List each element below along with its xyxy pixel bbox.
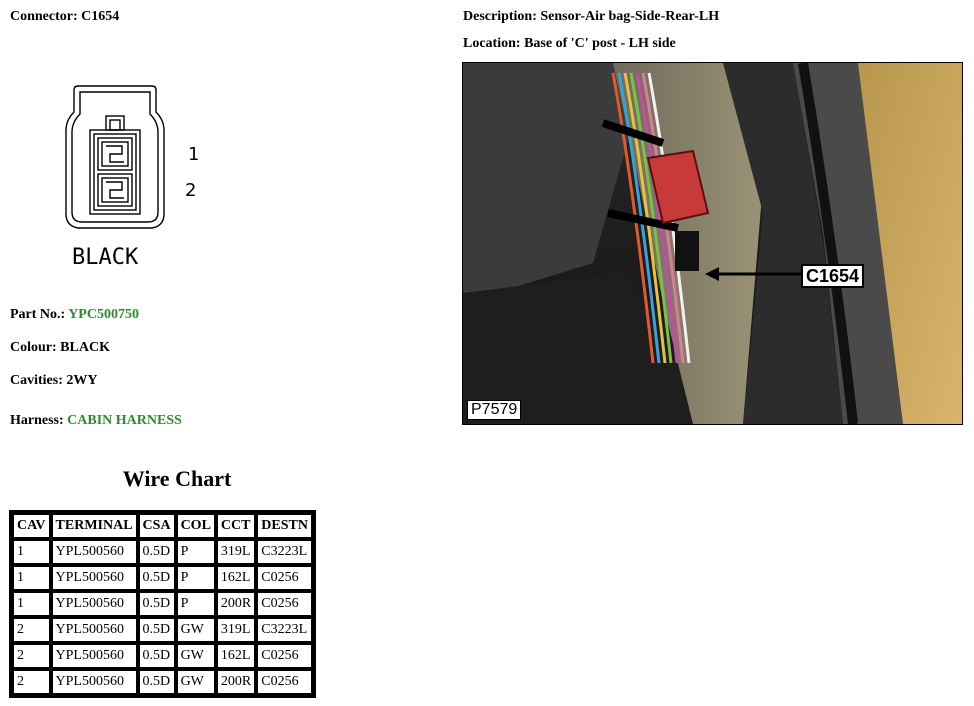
table-row [13, 540, 312, 564]
colour-line [10, 340, 110, 356]
cell-col: P [177, 566, 215, 590]
header-cct: CCT [217, 514, 255, 538]
cell-cav: 2 [13, 618, 50, 642]
photo-scene [463, 63, 962, 424]
part-number-link[interactable]: YPC500750 [68, 307, 139, 322]
cell-destn: C0256 [257, 644, 312, 668]
cell-cav: 2 [13, 644, 50, 668]
cavities-line [10, 373, 98, 389]
cell-cct: 200R [217, 592, 255, 616]
header-cav: CAV [13, 514, 50, 538]
cell-col: P [177, 540, 215, 564]
cell-terminal: YPL500560 [52, 644, 137, 668]
cell-csa: 0.5D [139, 644, 175, 668]
description-line [463, 9, 719, 25]
connector-label: Connector: [10, 9, 78, 24]
cell-destn: C0256 [257, 566, 312, 590]
wire-chart-header-row [13, 514, 312, 538]
cell-cct: 319L [217, 618, 255, 642]
harness-link[interactable]: CABIN HARNESS [67, 413, 182, 428]
cell-csa: 0.5D [139, 670, 175, 694]
connector-face-diagram [60, 82, 210, 272]
location-photo [462, 62, 963, 425]
cell-cct: 319L [217, 540, 255, 564]
description-label: Description: [463, 9, 537, 24]
table-row [13, 566, 312, 590]
connector-value: C1654 [81, 9, 120, 24]
cell-csa: 0.5D [139, 566, 175, 590]
cell-cav: 1 [13, 592, 50, 616]
cell-col: P [177, 592, 215, 616]
cell-col: GW [177, 644, 215, 668]
photo-id-label: P7579 [467, 400, 521, 420]
wire-chart-title: Wire Chart [122, 466, 232, 491]
cavities-value: 2WY [66, 373, 98, 388]
cell-terminal: YPL500560 [52, 670, 137, 694]
description-value: Sensor-Air bag-Side-Rear-LH [540, 9, 720, 24]
header-destn: DESTN [257, 514, 312, 538]
cell-col: GW [177, 670, 215, 694]
colour-label: Colour: [10, 340, 57, 355]
table-row [13, 644, 312, 668]
connector-line [10, 9, 119, 25]
header-col: COL [177, 514, 215, 538]
harness-line [10, 413, 182, 429]
part-label: Part No.: [10, 307, 66, 322]
location-value: Base of 'C' post - LH side [524, 36, 676, 51]
cell-cct: 200R [217, 670, 255, 694]
table-row [13, 670, 312, 694]
table-row [13, 592, 312, 616]
cell-cav: 1 [13, 540, 50, 564]
cell-cav: 2 [13, 670, 50, 694]
colour-value: BLACK [60, 340, 110, 355]
part-number-line [10, 307, 139, 323]
connector-callout-label: C1654 [801, 264, 864, 288]
cell-csa: 0.5D [139, 540, 175, 564]
cell-terminal: YPL500560 [52, 592, 137, 616]
cell-csa: 0.5D [139, 592, 175, 616]
wire-chart-table [9, 510, 316, 698]
header-terminal: TERMINAL [52, 514, 137, 538]
cell-cct: 162L [217, 566, 255, 590]
cell-destn: C0256 [257, 670, 312, 694]
cell-cav: 1 [13, 566, 50, 590]
cell-terminal: YPL500560 [52, 540, 137, 564]
diagram-colour-caption: BLACK [72, 245, 139, 270]
header-csa: CSA [139, 514, 175, 538]
cell-terminal: YPL500560 [52, 566, 137, 590]
cell-destn: C3223L [257, 540, 312, 564]
pin-2-label: 2 [185, 180, 197, 201]
cell-col: GW [177, 618, 215, 642]
location-line [463, 36, 676, 52]
pin-1-label: 1 [188, 144, 200, 165]
cell-cct: 162L [217, 644, 255, 668]
cavities-label: Cavities: [10, 373, 63, 388]
cell-destn: C0256 [257, 592, 312, 616]
harness-label: Harness: [10, 413, 64, 428]
cell-destn: C3223L [257, 618, 312, 642]
cell-terminal: YPL500560 [52, 618, 137, 642]
cell-csa: 0.5D [139, 618, 175, 642]
location-label: Location: [463, 36, 521, 51]
table-row [13, 618, 312, 642]
